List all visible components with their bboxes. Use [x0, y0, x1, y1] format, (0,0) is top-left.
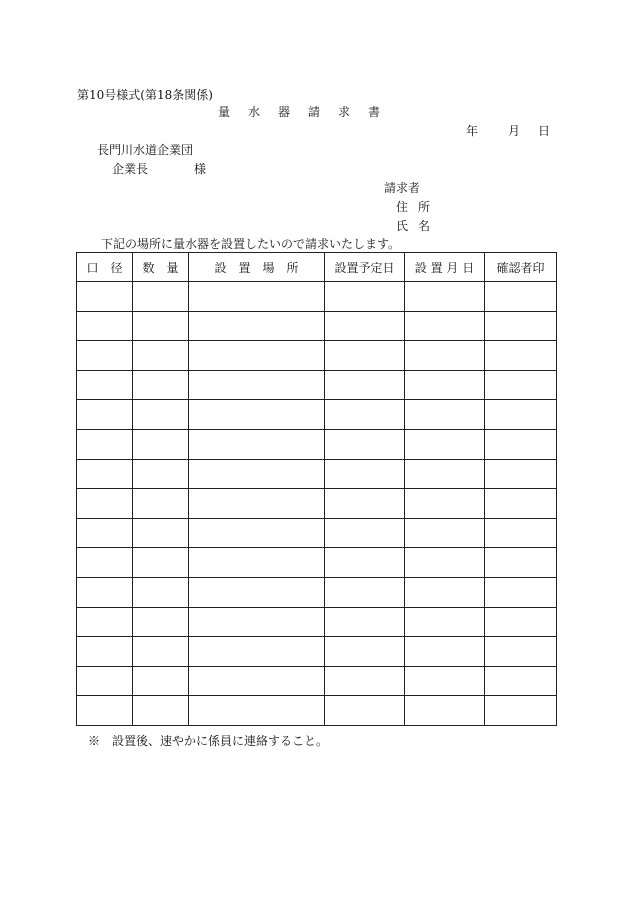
column-header-installed-date: 設 置 月 日	[405, 253, 485, 282]
table-cell[interactable]	[189, 696, 325, 726]
table-cell[interactable]	[133, 341, 189, 371]
table-cell[interactable]	[133, 548, 189, 578]
table-cell[interactable]	[405, 459, 485, 489]
request-text: 下記の場所に量水器を設置したいので請求いたします。	[101, 237, 401, 251]
organization-name: 長門川水道企業団	[97, 143, 194, 157]
table-row	[77, 577, 557, 607]
table-cell[interactable]	[325, 370, 405, 400]
table-cell[interactable]	[405, 370, 485, 400]
table-cell[interactable]	[405, 429, 485, 459]
table-cell[interactable]	[189, 400, 325, 430]
name-label: 氏名	[396, 219, 441, 233]
table-cell[interactable]	[77, 341, 133, 371]
table-cell[interactable]	[325, 341, 405, 371]
table-cell[interactable]	[405, 666, 485, 696]
table-cell[interactable]	[77, 607, 133, 637]
table-cell[interactable]	[485, 459, 557, 489]
table-row	[77, 696, 557, 726]
table-cell[interactable]	[325, 489, 405, 519]
table-cell[interactable]	[189, 459, 325, 489]
table-cell[interactable]	[485, 489, 557, 519]
table-cell[interactable]	[77, 548, 133, 578]
table-cell[interactable]	[189, 666, 325, 696]
table-cell[interactable]	[485, 429, 557, 459]
table-cell[interactable]	[77, 666, 133, 696]
date-day: 日	[538, 124, 551, 138]
document-title: 量水器請求書	[218, 105, 399, 119]
table-cell[interactable]	[325, 696, 405, 726]
request-table	[76, 252, 557, 726]
table-cell[interactable]	[405, 607, 485, 637]
addressee-title: 企業長	[112, 162, 149, 176]
table-cell[interactable]	[77, 370, 133, 400]
table-cell[interactable]	[325, 518, 405, 548]
table-cell[interactable]	[325, 429, 405, 459]
table-row	[77, 637, 557, 667]
column-header-planned-date: 設置予定日	[325, 253, 405, 282]
table-cell[interactable]	[133, 666, 189, 696]
table-cell[interactable]	[133, 429, 189, 459]
table-cell[interactable]	[189, 577, 325, 607]
table-cell[interactable]	[77, 696, 133, 726]
table-cell[interactable]	[485, 400, 557, 430]
column-header-diameter: 口 径	[77, 253, 133, 282]
table-cell[interactable]	[189, 429, 325, 459]
table-cell[interactable]	[485, 518, 557, 548]
table-cell[interactable]	[325, 666, 405, 696]
table-cell[interactable]	[325, 637, 405, 667]
table-cell[interactable]	[77, 282, 133, 312]
table-cell[interactable]	[133, 370, 189, 400]
footnote: ※ 設置後、速やかに係員に連絡すること。	[88, 734, 329, 748]
table-cell[interactable]	[133, 637, 189, 667]
table-cell[interactable]	[77, 459, 133, 489]
table-row	[77, 548, 557, 578]
table-cell[interactable]	[325, 282, 405, 312]
table-cell[interactable]	[325, 311, 405, 341]
table-cell[interactable]	[189, 607, 325, 637]
table-cell[interactable]	[189, 370, 325, 400]
table-cell[interactable]	[405, 311, 485, 341]
table-cell[interactable]	[405, 400, 485, 430]
table-cell[interactable]	[77, 637, 133, 667]
table-cell[interactable]	[485, 311, 557, 341]
table-cell[interactable]	[189, 518, 325, 548]
table-cell[interactable]	[325, 577, 405, 607]
table-cell[interactable]	[189, 489, 325, 519]
requester-label: 請求者	[384, 181, 421, 195]
table-cell[interactable]	[485, 696, 557, 726]
date-line	[466, 122, 550, 139]
table-body	[77, 282, 557, 726]
table-cell[interactable]	[485, 577, 557, 607]
table-cell[interactable]	[133, 282, 189, 312]
table-cell[interactable]	[77, 518, 133, 548]
table-cell[interactable]	[405, 637, 485, 667]
table-cell[interactable]	[485, 548, 557, 578]
table-cell[interactable]	[189, 548, 325, 578]
table-row	[77, 311, 557, 341]
table-row	[77, 400, 557, 430]
table-cell[interactable]	[485, 637, 557, 667]
table-cell[interactable]	[77, 489, 133, 519]
column-header-quantity: 数 量	[133, 253, 189, 282]
column-header-confirmer-seal: 確認者印	[485, 253, 557, 282]
table-row	[77, 489, 557, 519]
table-cell[interactable]	[133, 311, 189, 341]
table-row	[77, 370, 557, 400]
table-cell[interactable]	[77, 429, 133, 459]
table-cell[interactable]	[189, 282, 325, 312]
table-row	[77, 518, 557, 548]
table-cell[interactable]	[325, 607, 405, 637]
table-cell[interactable]	[325, 400, 405, 430]
table-cell[interactable]	[133, 577, 189, 607]
table-cell[interactable]	[405, 577, 485, 607]
table-cell[interactable]	[405, 341, 485, 371]
table-cell[interactable]	[77, 577, 133, 607]
table-cell[interactable]	[405, 282, 485, 312]
table-cell[interactable]	[485, 282, 557, 312]
table-cell[interactable]	[133, 489, 189, 519]
table-row	[77, 459, 557, 489]
table-row	[77, 666, 557, 696]
table-cell[interactable]	[485, 666, 557, 696]
table-cell[interactable]	[133, 400, 189, 430]
table-cell[interactable]	[485, 370, 557, 400]
table-cell[interactable]	[485, 607, 557, 637]
table-row	[77, 341, 557, 371]
table-cell[interactable]	[405, 696, 485, 726]
table-cell[interactable]	[405, 489, 485, 519]
table-cell[interactable]	[77, 311, 133, 341]
table-cell[interactable]	[325, 548, 405, 578]
table-cell[interactable]	[133, 696, 189, 726]
table-row	[77, 429, 557, 459]
table-cell[interactable]	[133, 607, 189, 637]
table-cell[interactable]	[77, 400, 133, 430]
column-header-location: 設 置 場 所	[189, 253, 325, 282]
addressee	[112, 160, 206, 177]
table-cell[interactable]	[189, 311, 325, 341]
table-header-row	[77, 253, 557, 282]
table-row	[77, 282, 557, 312]
table-cell[interactable]	[325, 459, 405, 489]
address-label: 住所	[396, 200, 441, 214]
table-cell[interactable]	[485, 341, 557, 371]
table-row	[77, 607, 557, 637]
table-cell[interactable]	[133, 459, 189, 489]
table-cell[interactable]	[189, 637, 325, 667]
date-month: 月	[508, 124, 521, 138]
table-cell[interactable]	[133, 518, 189, 548]
table-cell[interactable]	[189, 341, 325, 371]
table-cell[interactable]	[405, 518, 485, 548]
form-number: 第10号様式(第18条関係)	[77, 88, 213, 102]
table-cell[interactable]	[405, 548, 485, 578]
date-year: 年	[466, 124, 479, 138]
addressee-honorific: 様	[194, 162, 207, 176]
